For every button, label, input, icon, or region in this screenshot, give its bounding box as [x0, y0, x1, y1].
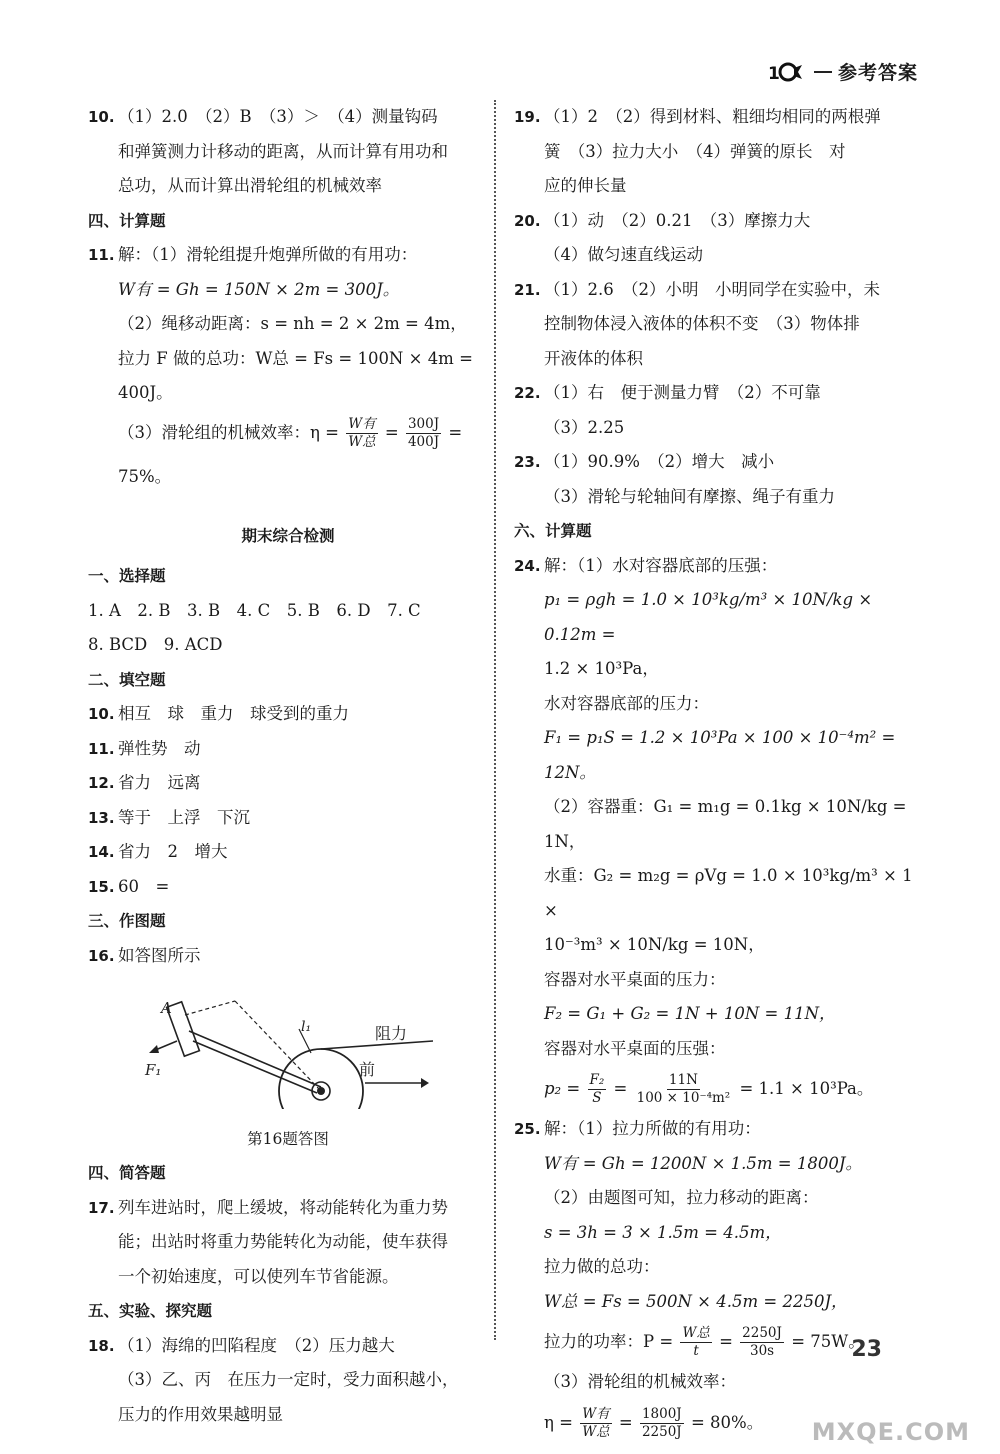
- fill-10: 10. 相互 球 重力 球受到的重力: [88, 704, 349, 723]
- section-heading: 五、实验、探究题: [88, 1302, 213, 1320]
- answer-25: 25. 解：（1）拉力所做的有用功： W有 = Gh = 1200N × 1.5m = 1800J。 （2）由题图可知，拉力移动的距离： s = 3h = 3 × 1.5m = 4.5m， 拉力做的总功： W总 = Fs = 500N × 4.5m = 2250J， 拉力的功率：P = $\frac{\text{W总}}{t}$ = $\frac{2250J}{30s}$ = 75W。 （3）滑轮组的机械效率： η = $\frac{\text{W有}}{\text{W总}}$ = $\frac{1800J}{2250J}$ = 80%。: [514, 1112, 914, 1446]
- answer-21: 21. （1）2.6 （2）小明 小明同学在实验中，未 控制物体浸入液体的体积不变 （3）物体排 开液体的体积: [514, 279, 880, 368]
- fill-12: 12. 省力 远离: [88, 773, 201, 792]
- label-F1: F₁: [145, 1061, 162, 1079]
- answer-19: 19. （1）2 （2）得到材料、粗细均相同的两根弹 簧 （3）拉力大小 （4）弹簧的原长 对 应的伸长量: [514, 107, 881, 195]
- label-resistance: 阻力: [375, 1024, 408, 1043]
- watermark-logo: MXQE.COM: [811, 1418, 970, 1446]
- header-title: 参考答案: [837, 62, 918, 84]
- answer-18: 18. （1）海绵的凹陷程度 （2）压力越大 （3）乙、丙 在压力一定时，受力面积越小， 压力的作用效果越明显: [88, 1335, 459, 1424]
- choice-answers-2: 8. BCD 9. ACD: [88, 635, 223, 654]
- fill-14: 14. 省力 2 增大: [88, 842, 228, 861]
- brand-logo-icon: [768, 59, 808, 85]
- section-heading: 三、作图题: [88, 912, 166, 930]
- pressure-formula: p₂ = $\frac{\text{F₂}}{S}$ = $\frac{11N}{\text{100 × 10⁻⁴m²}}$ = 1.1 × 10³Pa。: [544, 1072, 874, 1106]
- label-l1: l₁: [301, 1019, 312, 1035]
- header-dash: [814, 71, 832, 73]
- efficiency-formula: （3）滑轮组的机械效率：η = $\frac{\text{W有}}{\text{W总}}$ = $\frac{300J}{400J}$ = 75%。: [118, 415, 463, 486]
- column-divider: [494, 100, 496, 1340]
- fill-15: 15. 60 =: [88, 876, 170, 896]
- figure-caption: 第16题答图: [247, 1129, 329, 1148]
- page-header: [768, 58, 918, 85]
- fill-11: 11. 弹性势 动: [88, 738, 201, 758]
- label-A: A: [161, 999, 172, 1017]
- section-heading: 四、计算题: [88, 211, 166, 230]
- bicycle-lever-diagram: [143, 979, 433, 1109]
- power-formula: 拉力的功率：P = $\frac{\text{W总}}{t}$ = $\frac{2250J}{30s}$ = 75W。: [544, 1325, 865, 1359]
- answer-24: 24. 解：（1）水对容器底部的压强： p₁ = ρgh = 1.0 × 10³kg/m³ × 10N/kg × 0.12m = 1.2 × 10³Pa， 水对容器底部的压力： F₁ = p₁S = 1.2 × 10³Pa × 100 × 10⁻⁴m² = 12N。 （2）容器重：G₁ = m₁g = 0.1kg × 10N/kg = 1N， 水重：G₂ = m₂g = ρVg = 1.0 × 10³kg/m³ × 1 × 10⁻³m³ × 10N/kg = 10N， 容器对水平桌面的压力： F₂ = G₁ + G₂ = 1N + 10N = 11N， 容器对水平桌面的压强： p₂ = $\frac{\text{F₂}}{S}$ = $\frac{11N}{\text{100 × 10⁻⁴m²}}$ = 1.1 × 10³Pa。: [514, 549, 914, 1113]
- answer-16: 16. 如答图所示: [88, 945, 201, 965]
- exam-title: 期末综合检测: [241, 526, 335, 545]
- answer-23: 23. （1）90.9% （2）增大 减小 （3）滑轮与轮轴间有摩擦、绳子有重力: [514, 452, 835, 506]
- section-heading: 六、计算题: [514, 522, 592, 540]
- lever-figure: [88, 979, 488, 1122]
- section-heading: 四、简答题: [88, 1164, 166, 1182]
- right-column: [514, 100, 914, 1446]
- section-heading: 二、填空题: [88, 670, 166, 689]
- svg-text:1: 1: [767, 63, 780, 84]
- answer-17: 17. 列车进站时，爬上缓坡，将动能转化为重力势 能；出站时将重力势能转化为动能，使车获得 一个初始速度，可以使列车节省能源。: [88, 1197, 448, 1286]
- answer-22: 22. （1）右 便于测量力臂 （2）不可靠 （3）2.25: [514, 383, 821, 437]
- left-column: [88, 100, 488, 1432]
- page-number: 23: [851, 1337, 882, 1362]
- answer-10: 10. （1）2.0 （2）B （3）＞ （4）测量钩码 和弹簧测力计移动的距离，从而计算有用功和 总功，从而计算出滑轮组的机械效率: [88, 107, 448, 195]
- choice-answers-1: 1. A 2. B 3. B 4. C 5. B 6. D 7. C: [88, 600, 421, 620]
- label-forward: 前: [359, 1060, 376, 1079]
- answer-11: 11. 解：（1）滑轮组提升炮弹所做的有用功： W有 = Gh = 150N × 2m = 300J。 （2）绳移动距离：s = nh = 2 × 2m = 4m， 拉力 F 做的总功：W总 = Fs = 100N × 4m = 400J。 （3）滑轮组的机械效率：η = $\frac{\text{W有}}{\text{W总}}$ = $\frac{300J}{400J}$ = 75%。: [88, 238, 488, 499]
- fill-13: 13. 等于 上浮 下沉: [88, 807, 250, 827]
- efficiency-formula-25: η = $\frac{\text{W有}}{\text{W总}}$ = $\frac{1800J}{2250J}$ = 80%。: [544, 1405, 764, 1440]
- section-heading: 一、选择题: [88, 567, 166, 585]
- answer-20: 20. （1）动 （2）0.21 （3）摩擦力大 （4）做匀速直线运动: [514, 210, 811, 264]
